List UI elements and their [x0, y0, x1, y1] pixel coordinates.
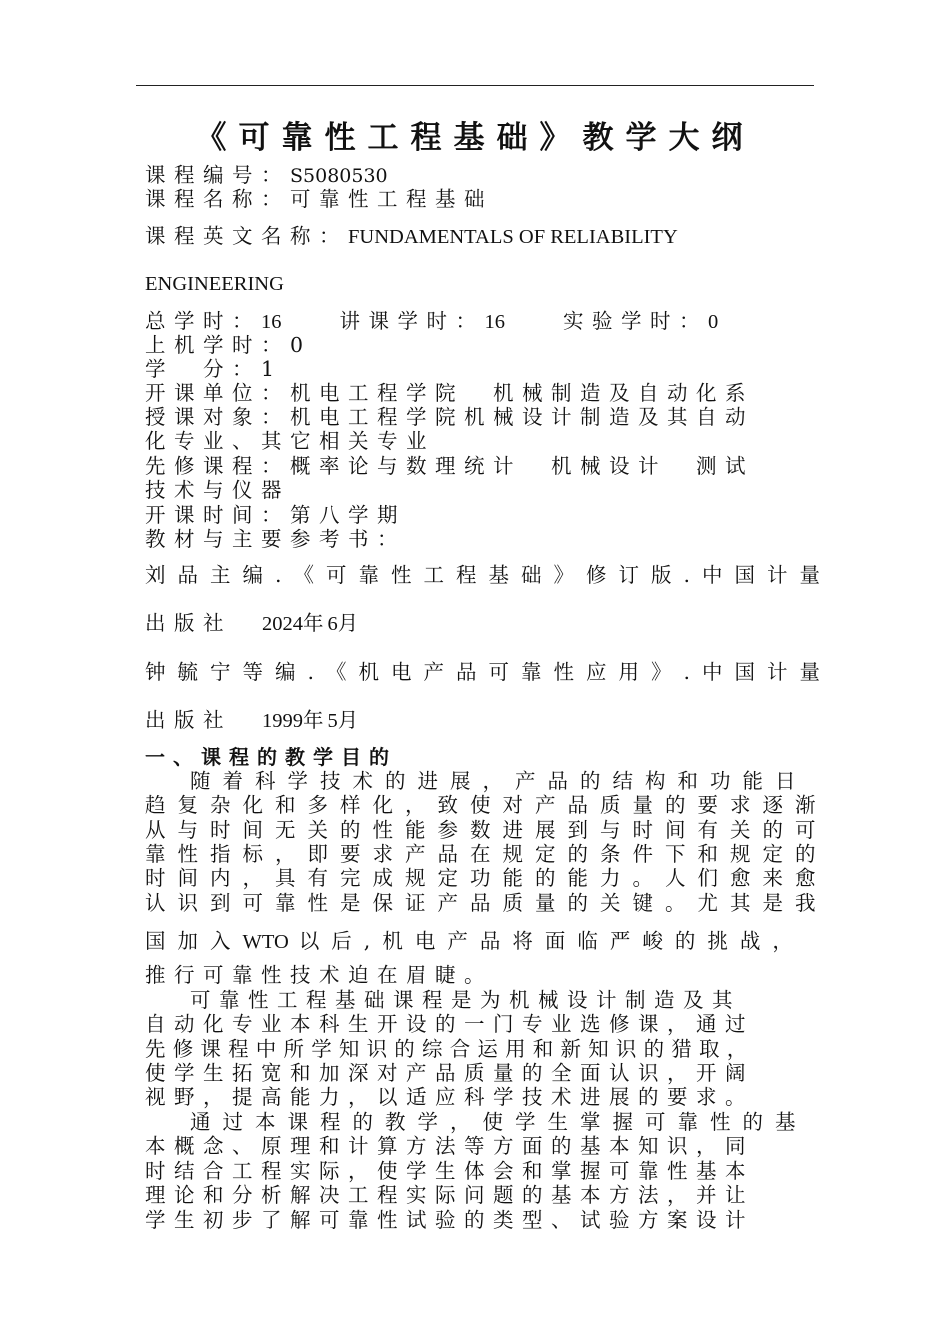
book2-publisher: 出版社: [145, 708, 232, 732]
p1-line: 靠性指标，即要求产品在规定的条件下和规定的: [145, 842, 828, 866]
course-name-line: 课程名称：可靠性工程基础: [145, 187, 493, 211]
p3-line: 学生初步了解可靠性试验的类型、试验方案设计: [145, 1208, 754, 1232]
total-hours-label: 总学时：: [145, 309, 261, 333]
p2-line: 使学生拓宽和加深对产品质量的全面认识，开阔: [145, 1061, 754, 1085]
total-hours-value: 16: [261, 311, 282, 333]
lab-hours-value: 0: [708, 311, 719, 333]
english-name-label: 课程英文名称：: [145, 224, 348, 248]
book1-publisher-line: [145, 611, 367, 636]
credits-line: 学 分：1: [145, 357, 283, 381]
audience-line-2: 化专业、其它相关专业: [145, 429, 435, 453]
p3-line: 本概念、原理和计算方法等方面的基本知识，同: [145, 1134, 754, 1158]
english-name-line: [145, 224, 678, 249]
p2-line: 视野，提高能力，以适应科学技术进展的要求。: [145, 1085, 754, 1109]
p1-wto-pre: 国加入: [145, 929, 243, 953]
course-code-value: S5080530: [290, 165, 388, 187]
p3-line: 理论和分析解决工程实际问题的基本方法，并让: [145, 1183, 754, 1207]
course-code-label: 课程编号：: [145, 163, 290, 187]
lab-hours-label: 实验学时：: [563, 309, 708, 333]
p1-wto-line: [145, 929, 805, 954]
prerequisites-line-1: 先修课程：概率论与数理统计 机械设计 测试: [145, 454, 754, 478]
p1-line: 趋复杂化和多样化，致使对产品质量的要求逐渐: [145, 793, 828, 817]
english-name-continued: ENGINEERING: [145, 273, 284, 295]
book1-month: 6: [327, 613, 338, 635]
book2-month: 5: [327, 710, 338, 732]
lecture-hours-label: 讲课学时：: [339, 309, 485, 333]
p1-line: 随着科学技术的进展，产品的结构和功能日: [190, 769, 808, 793]
computer-hours-line: 上机学时：0: [145, 333, 312, 357]
audience-line-1: 授课对象：机电工程学院机械设计制造及其自动: [145, 405, 754, 429]
book1-month-unit: 月: [337, 611, 367, 635]
textbooks-label: 教材与主要参考书：: [145, 527, 406, 551]
book2-month-unit: 月: [337, 708, 367, 732]
book1-publisher: 出版社: [145, 611, 232, 635]
hours-line: [145, 309, 718, 334]
header-rule: [136, 85, 814, 86]
book2-line: 钟毓宁等编.《机电产品可靠性应用》.中国计量: [145, 660, 833, 684]
p2-line: 自动化专业本科生开设的一门专业选修课，通过: [145, 1012, 754, 1036]
p1-wto: WTO: [242, 931, 289, 953]
p1-line: 从与时间无关的性能参数进展到与时间有关的可: [145, 818, 828, 842]
section1-heading: 一、课程的教学目的: [145, 745, 397, 769]
p1-wto-post: 以后,机电产品将面临严峻的挑战，: [298, 929, 805, 953]
book2-year: 1999: [262, 710, 303, 732]
p1-line: 时间内，具有完成规定功能的能力。人们愈来愈: [145, 866, 828, 890]
department-line: 开课单位：机电工程学院 机械制造及自动化系: [145, 381, 754, 405]
book1-year-unit: 年: [303, 611, 328, 635]
book2-publisher-line: [145, 708, 367, 733]
prerequisites-line-2: 技术与仪器: [145, 478, 290, 502]
p3-line: 时结合工程实际，使学生体会和掌握可靠性基本: [145, 1159, 754, 1183]
book1-line: 刘品主编.《可靠性工程基础》修订版.中国计量: [145, 563, 833, 587]
book1-year: 2024: [262, 613, 303, 635]
course-code-line: [145, 163, 388, 188]
document-title: 《可靠性工程基础》教学大纲: [195, 120, 755, 156]
lecture-hours-value: 16: [484, 311, 505, 333]
term-line: 开课时间：第八学期: [145, 503, 406, 527]
book2-year-unit: 年: [303, 708, 328, 732]
p3-line: 通过本课程的教学，使学生掌握可靠性的基: [190, 1110, 808, 1134]
p1-line: 认识到可靠性是保证产品质量的关键。尤其是我: [145, 891, 828, 915]
p2-line: 可靠性工程基础课程是为机械设计制造及其: [190, 988, 741, 1012]
english-name-value: FUNDAMENTALS OF RELIABILITY: [348, 226, 678, 248]
p2-line: 先修课程中所学知识的综合运用和新知识的猎取，: [145, 1037, 755, 1061]
p1-last-line: 推行可靠性技术迫在眉睫。: [145, 963, 493, 987]
